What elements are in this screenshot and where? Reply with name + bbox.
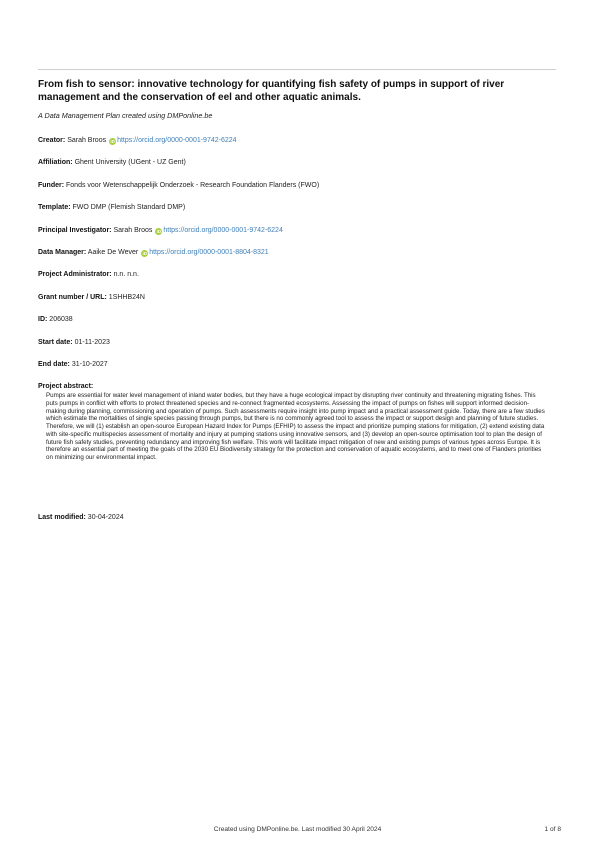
footer-text: Created using DMPonline.be. Last modified 30 April 2024: [213, 826, 382, 833]
grant-number-value: 1SHHB24N: [108, 294, 145, 301]
funder-field: [38, 182, 319, 189]
grant-number-label: Grant number / URL:: [38, 294, 107, 301]
start-date-field: [38, 339, 110, 346]
creator-field: [38, 137, 237, 145]
project-administrator-value: n.n. n.n.: [113, 271, 139, 278]
document-subtitle: A Data Management Plan created using DMPonline.be: [38, 111, 213, 120]
funder-value: Fonds voor Wetenschappelijk Onderzoek - Research Foundation Flanders (FWO): [66, 182, 320, 189]
last-modified-label: Last modified:: [38, 514, 86, 521]
principal-investigator-orcid-link[interactable]: https://orcid.org/0000-0001-9742-6224: [163, 227, 283, 234]
creator-label: Creator:: [38, 137, 66, 144]
id-label: ID:: [38, 316, 48, 323]
creator-value: Sarah Broos: [67, 137, 107, 144]
orcid-icon: iD: [110, 139, 115, 144]
id-field: [38, 316, 73, 323]
project-abstract-text: Pumps are essential for water level management of inland water bodies, but they have a huge ecological impact by disrupting river continuity and threatening migrating fishes. This puts pumps in conflict with efforts to protect threatened species and re-connect fragmented ecosystems. Assessing the impact of pumps on fishes will support informed decision-making during planning, commissioning and operation of pumps. Such assessments require insight into pump impact and a practical assessment guide. Today, there are a few studies which estimate the mortalities of single species passing through pumps, but there is no commonly agreed tool to assess the impact or support design and planning of future studies. Therefore, we will (1) establish an open-source European Hazard Index for Pumps (EFHIP) to assess the impact and prioritize pumping stations for mitigation, (2) extend existing data with site-specific multispecies assessment of mortality and injury at pumping stations using innovative sensors, and (3) develop an open-source optimisation tool to plan the design of future fish safety studies, preventing redundancy and improving fish welfare. This work will facilitate impact mitigation of new and existing pumps of various types across Europe. It is therefore an essential part of meeting the goals of the 2030 EU Biodiversity strategy for the protection and conservation of aquatic ecosystems, and to meet one of Flanders priorities on minimizing our environmental impact.: [46, 392, 545, 461]
last-modified-value: 30-04-2024: [87, 514, 124, 521]
project-administrator-label: Project Administrator:: [38, 271, 112, 278]
funder-label: Funder:: [38, 182, 65, 189]
template-field: [38, 204, 185, 211]
affiliation-field: [38, 159, 186, 166]
page-title: From fish to sensor: innovative technology for quantifying fish safety of pumps in support of river management and the conservation of eel and other aquatic animals.: [38, 79, 505, 103]
template-label: Template:: [38, 204, 71, 211]
principal-investigator-label: Principal Investigator:: [38, 227, 112, 234]
creator-orcid-link[interactable]: https://orcid.org/0000-0001-9742-6224: [117, 137, 237, 144]
data-manager-orcid-link[interactable]: https://orcid.org/0000-0001-8804-8321: [149, 249, 269, 256]
data-manager-field: [38, 249, 269, 257]
principal-investigator-field: [38, 227, 283, 235]
end-date-field: [38, 361, 108, 368]
start-date-value: 01-11-2023: [74, 339, 110, 346]
affiliation-label: Affiliation:: [38, 159, 73, 166]
id-value: 206038: [49, 316, 73, 323]
affiliation-value: Ghent University (UGent - UZ Gent): [74, 159, 186, 166]
header-divider: [38, 69, 556, 70]
orcid-icon: iD: [142, 251, 147, 256]
last-modified-field: [38, 514, 124, 521]
data-manager-value: Aaike De Wever: [87, 249, 139, 256]
orcid-icon: iD: [156, 229, 162, 234]
template-value: FWO DMP (Flemish Standard DMP): [72, 204, 186, 211]
data-manager-label: Data Manager:: [38, 249, 87, 256]
start-date-label: Start date:: [38, 339, 73, 346]
principal-investigator-value: Sarah Broos: [113, 227, 153, 234]
grant-number-field: [38, 294, 145, 301]
project-abstract-label: Project abstract:: [38, 383, 94, 390]
page-number: 1 of 8: [544, 826, 561, 833]
end-date-label: End date:: [38, 361, 70, 368]
project-administrator-field: [38, 271, 139, 278]
end-date-value: 31-10-2027: [71, 361, 108, 368]
